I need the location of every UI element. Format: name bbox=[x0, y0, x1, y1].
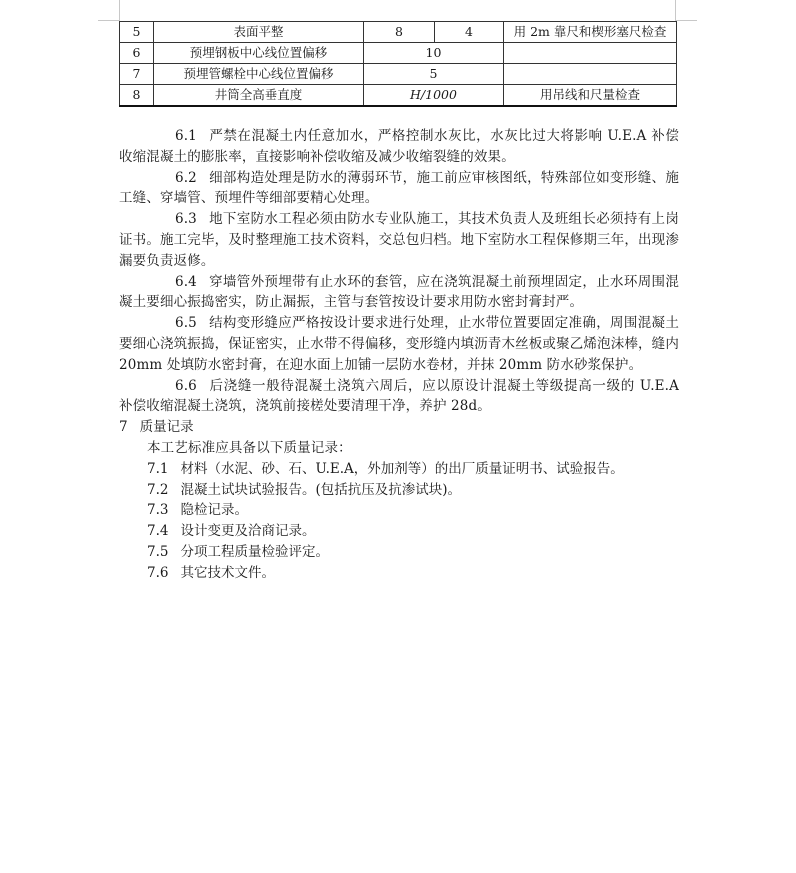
table-row bbox=[120, 85, 677, 107]
paragraph-number: 6.2 bbox=[175, 169, 197, 186]
tolerance-value: H/1000 bbox=[364, 85, 504, 107]
check-method: 用 2m 靠尺和楔形塞尺检查 bbox=[504, 22, 677, 43]
list-number: 7.4 bbox=[147, 523, 169, 540]
list-text: 混凝土试块试验报告。(包括抗压及抗渗试块)。 bbox=[180, 481, 462, 498]
paragraph-6-5 bbox=[119, 313, 679, 375]
list-number: 7.2 bbox=[147, 481, 169, 498]
paragraph-6-1 bbox=[119, 126, 679, 168]
list-item bbox=[119, 500, 679, 521]
paragraph-number: 6.3 bbox=[175, 211, 197, 228]
check-item: 表面平整 bbox=[154, 22, 364, 43]
paragraph-text: 细部构造处理是防水的薄弱环节，施工前应审核图纸，特殊部位如变形缝、施工缝、穿墙管、预埋件等细部要精心处理。 bbox=[119, 169, 679, 207]
list-number: 7.3 bbox=[147, 502, 169, 519]
list-item bbox=[119, 563, 679, 584]
tolerance-value: 4 bbox=[435, 22, 504, 43]
paragraph-6-3 bbox=[119, 209, 679, 271]
page-corner-mark bbox=[675, 0, 676, 21]
tolerance-value: 10 bbox=[364, 43, 504, 64]
row-number: 7 bbox=[120, 64, 154, 85]
check-method bbox=[504, 64, 677, 85]
check-item: 井筒全高垂直度 bbox=[154, 85, 364, 107]
tolerance-value: 8 bbox=[364, 22, 435, 43]
check-method bbox=[504, 43, 677, 64]
check-item: 预埋管螺栓中心线位置偏移 bbox=[154, 64, 364, 85]
section-intro: 本工艺标准应具备以下质量记录： bbox=[147, 439, 352, 456]
paragraph-text: 穿墙管外预埋带有止水环的套管，应在浇筑混凝土前预埋固定，止水环周围混凝土要细心振捣密实，防止漏振，主管与套管按设计要求用防水密封膏封严。 bbox=[119, 273, 679, 311]
list-number: 7.6 bbox=[147, 564, 169, 581]
row-number: 6 bbox=[120, 43, 154, 64]
tolerance-value: 5 bbox=[364, 64, 504, 85]
list-text: 隐检记录。 bbox=[180, 502, 248, 519]
list-text: 设计变更及洽商记录。 bbox=[180, 523, 316, 540]
paragraph-number: 6.4 bbox=[175, 273, 197, 290]
row-number: 8 bbox=[120, 85, 154, 107]
table-row bbox=[120, 43, 677, 64]
paragraph-number: 6.1 bbox=[175, 128, 197, 144]
page-corner-mark bbox=[119, 0, 120, 21]
table-row bbox=[120, 64, 677, 85]
page-corner-mark bbox=[98, 20, 119, 21]
page-corner-mark bbox=[676, 20, 697, 21]
section-title: 质量记录 bbox=[139, 419, 194, 436]
paragraph-text: 结构变形缝应严格按设计要求进行处理，止水带位置要固定准确，周围混凝土要细心浇筑振捣，保证密实，止水带不得偏移，变形缝内填沥青木丝板或聚乙烯泡沫棒，缝内 20mm 处填防水密封膏，在迎水面上加铺一层防水卷材，并抹 20mm 防水砂浆保护。 bbox=[119, 315, 679, 373]
paragraph-number: 6.6 bbox=[175, 377, 197, 394]
paragraph-text: 严禁在混凝土内任意加水，严格控制水灰比，水灰比过大将影响 U.E.A 补偿收缩混凝土的膨胀率，直接影响补偿收缩及减少收缩裂缝的效果。 bbox=[119, 128, 679, 165]
paragraph-6-2 bbox=[119, 168, 679, 210]
document-body bbox=[119, 126, 679, 584]
paragraph-6-6 bbox=[119, 376, 679, 418]
list-text: 分项工程质量检验评定。 bbox=[180, 543, 329, 560]
list-item bbox=[119, 521, 679, 542]
list-text: 材料（水泥、砂、石、U.E.A，外加剂等）的出厂质量证明书、试验报告。 bbox=[180, 460, 624, 477]
check-item: 预埋钢板中心线位置偏移 bbox=[154, 43, 364, 64]
table-row bbox=[120, 22, 677, 43]
list-number: 7.1 bbox=[147, 460, 169, 477]
list-number: 7.5 bbox=[147, 543, 169, 560]
paragraph-number: 6.5 bbox=[175, 315, 197, 332]
check-method: 用吊线和尺量检查 bbox=[504, 85, 677, 107]
list-item bbox=[119, 459, 679, 480]
paragraph-text: 后浇缝一般待混凝土浇筑六周后，应以原设计混凝土等级提高一级的 U.E.A 补偿收缩混凝土浇筑，浇筑前接槎处要清理干净，养护 28d。 bbox=[119, 377, 679, 415]
list-text: 其它技术文件。 bbox=[180, 564, 275, 581]
list-item bbox=[119, 542, 679, 563]
list-item bbox=[119, 480, 679, 501]
section-number: 7 bbox=[119, 419, 128, 436]
section-heading bbox=[119, 417, 679, 438]
paragraph-6-4 bbox=[119, 272, 679, 314]
row-number: 5 bbox=[120, 22, 154, 43]
tolerance-table bbox=[119, 21, 677, 107]
paragraph-text: 地下室防水工程必须由防水专业队施工，其技术负责人及班组长必须持有上岗证书。施工完毕，及时整理施工技术资料，交总包归档。地下室防水工程保修期三年，出现渗漏要负责返修。 bbox=[119, 211, 679, 269]
